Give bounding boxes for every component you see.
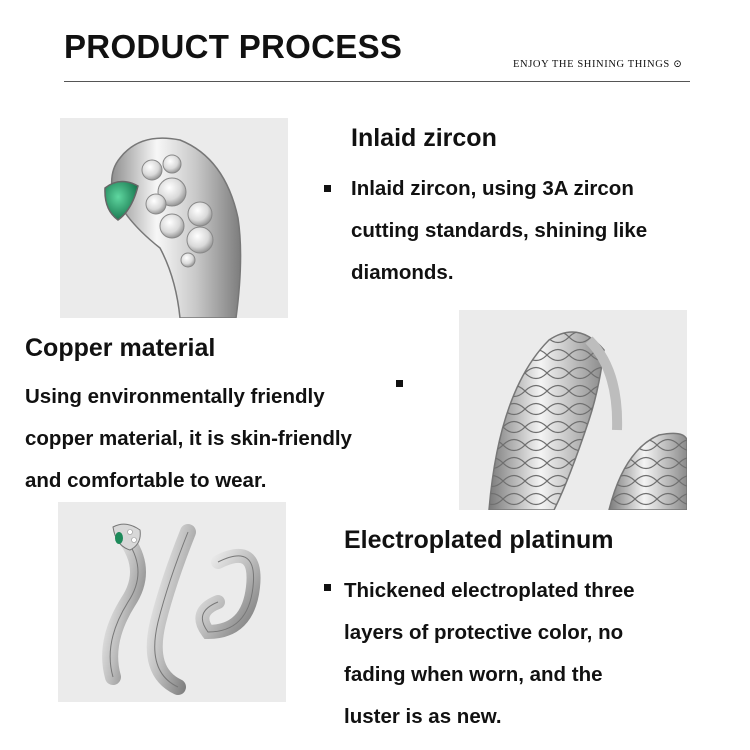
tagline-text: ENJOY THE SHINING THINGS [513, 59, 670, 70]
page-title: PRODUCT PROCESS [64, 28, 403, 65]
heading-copper-material: Copper material [25, 334, 216, 362]
snake-scale-band-icon [459, 310, 687, 510]
zircon-description [351, 168, 731, 294]
copper-description [25, 376, 445, 502]
zircon-closeup-photo [60, 118, 288, 318]
header-divider [64, 81, 690, 82]
ring-full-photo [58, 502, 286, 702]
text-line: fading when worn, and the [344, 663, 603, 686]
snake-head-zircon-icon [60, 118, 288, 318]
text-line: luster is as new. [344, 705, 502, 728]
tagline [513, 58, 682, 70]
copper-closeup-photo [459, 310, 687, 510]
bullet-marker [324, 584, 331, 591]
text-line: and comfortable to wear. [25, 469, 267, 492]
target-icon: ⊙ [673, 59, 683, 70]
snake-ring-icon [58, 502, 286, 702]
platinum-description [344, 570, 724, 738]
text-line: Inlaid zircon, using 3A zircon [351, 177, 634, 200]
heading-electroplated-platinum: Electroplated platinum [344, 526, 614, 554]
text-line: Using environmentally friendly [25, 385, 325, 408]
text-line: copper material, it is skin-friendly [25, 427, 352, 450]
text-line: Thickened electroplated three [344, 579, 635, 602]
heading-inlaid-zircon: Inlaid zircon [351, 124, 497, 152]
bullet-marker [324, 185, 331, 192]
text-line: cutting standards, shining like [351, 219, 648, 242]
text-line: layers of protective color, no [344, 621, 624, 644]
text-line: diamonds. [351, 261, 454, 284]
bullet-marker [396, 380, 403, 387]
